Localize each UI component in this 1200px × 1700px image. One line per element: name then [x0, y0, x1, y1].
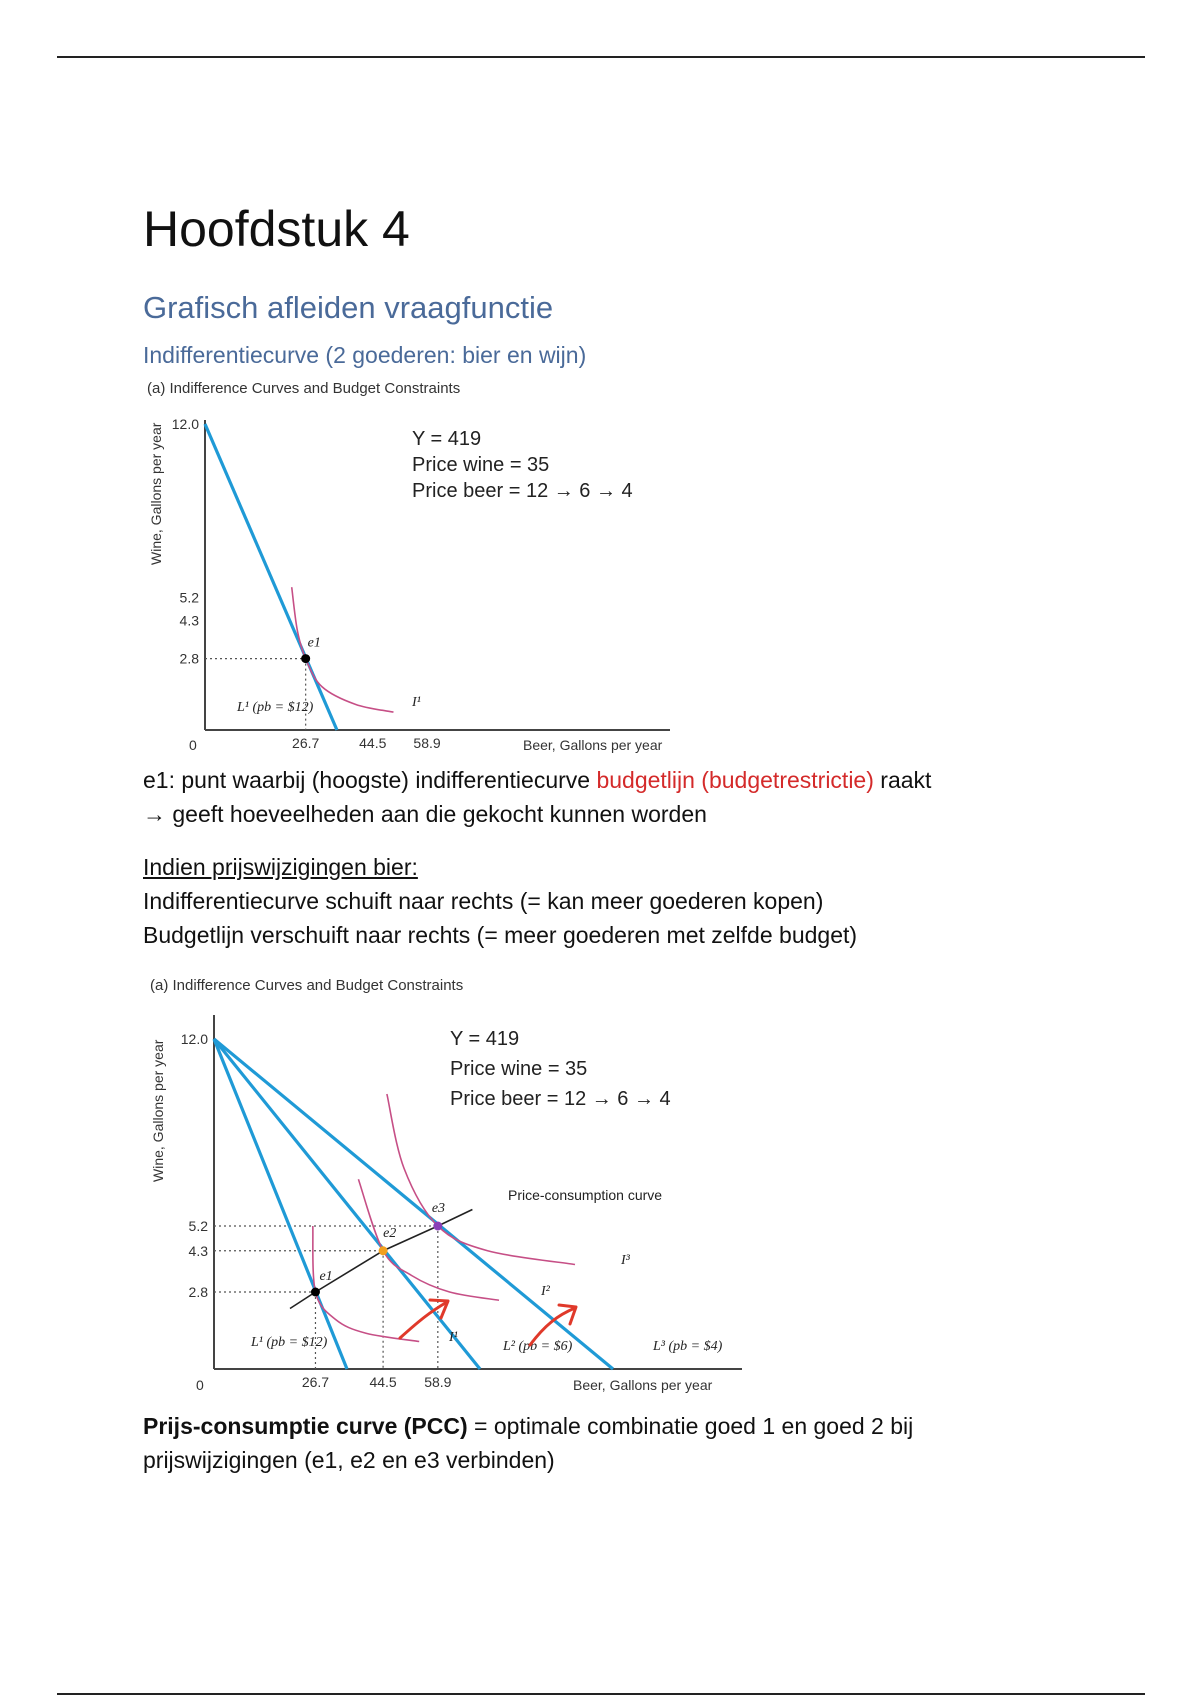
y-tick-label: 2.8 [179, 650, 199, 667]
page-title: Hoofdstuk 4 [143, 201, 410, 257]
point-label-e1: e1 [307, 635, 321, 651]
figure-2-note-income: Y = 419 [450, 1028, 520, 1050]
paragraph-pcc-text: = optimale combinatie goed 1 en goed 2 bij [467, 1413, 914, 1439]
indifference-curve-label: I³ [621, 1253, 630, 1268]
y-tick-label: 2.8 [188, 1284, 208, 1300]
figure-2-note-price-wine: Price wine = 35 [450, 1058, 588, 1080]
figure-2-title: (a) Indifference Curves and Budget Constraints [150, 977, 464, 994]
figure-2-x-axis-label: Beer, Gallons per year [573, 1377, 713, 1393]
paragraph-pcc-term: Prijs-consumptie curve (PCC) [143, 1413, 468, 1439]
indifference-curve [387, 1094, 575, 1265]
equilibrium-point [433, 1222, 442, 1231]
paragraph-price-change-title: Indien prijswijzigingen bier: [143, 854, 418, 880]
x-tick-label: 26.7 [301, 1374, 330, 1390]
figure-1-x-axis-label: Beer, Gallons per year [523, 737, 663, 753]
figure-2-y-axis-label: Wine, Gallons per year [150, 1039, 166, 1182]
indifference-curve-label: I² [541, 1284, 550, 1299]
budget-line-label: L¹ (pb = $12) [237, 700, 314, 715]
point-label-e1: e1 [319, 1269, 333, 1284]
paragraph-e1-text-b: raakt [873, 767, 932, 793]
equilibrium-point [379, 1246, 388, 1255]
y-tick-label: 4.3 [188, 1242, 208, 1259]
x-tick-label: 44.5 [359, 735, 387, 751]
subsection-heading: Indifferentiecurve (2 goederen: bier en wijn) [143, 342, 587, 368]
paragraph-e1-budget-term: budgetlijn (budgetrestrictie) [596, 767, 874, 793]
x-tick-label: 44.5 [369, 1374, 397, 1390]
budget-line-label: L³ (pb = $4) [653, 1339, 723, 1354]
pcc-label: Price-consumption curve [508, 1187, 663, 1203]
figure-1-y-axis-label: Wine, Gallons per year [148, 422, 164, 565]
x-tick-label: 58.9 [424, 1374, 452, 1390]
point-label-e2: e2 [383, 1225, 397, 1241]
figure-1-note-price-beer: Price beer = 12 → 6 → 4 [412, 480, 633, 502]
y-tick-label: 4.3 [179, 612, 199, 629]
indifference-curve-label: I¹ [449, 1330, 458, 1345]
section-heading: Grafisch afleiden vraagfunctie [143, 290, 554, 325]
indifference-curve [358, 1179, 499, 1300]
budget-line [214, 1039, 347, 1369]
x-tick-label: 26.7 [292, 735, 320, 751]
y-tick-label: 5.2 [179, 589, 199, 606]
budget-line-label: L¹ (pb = $12) [251, 1335, 328, 1350]
figure-2-note-price-beer: Price beer = 12 → 6 → 4 [450, 1088, 671, 1110]
y-tick-label: 12.0 [171, 416, 199, 432]
point-label-e3: e3 [431, 1201, 446, 1216]
indifference-curve-label: I¹ [412, 695, 421, 710]
equilibrium-point [311, 1288, 320, 1297]
y-tick-label: 5.2 [188, 1218, 208, 1234]
figure-1-origin-label: 0 [189, 737, 197, 753]
figure-1-note-income: Y = 419 [412, 428, 482, 450]
paragraph-pcc [143, 1409, 1143, 1477]
figure-1-note-price-wine: Price wine = 35 [412, 454, 550, 476]
paragraph-pcc-line2: prijswijzigingen (e1, e2 en e3 verbinden) [143, 1447, 555, 1473]
figure-2-origin-label: 0 [196, 1377, 204, 1393]
paragraph-price-change-line1: Indifferentiecurve schuift naar rechts (= kan meer goederen kopen) [143, 888, 824, 914]
budget-line-label: L² (pb = $6) [503, 1339, 573, 1354]
paragraph-price-change-line2: Budgetlijn verschuift naar rechts (= meer goederen met zelfde budget) [143, 922, 858, 948]
figure-1-title: (a) Indifference Curves and Budget Constraints [147, 380, 461, 397]
x-tick-label: 58.9 [413, 735, 441, 751]
y-tick-label: 12.0 [180, 1031, 208, 1047]
paragraph-e1-text-a: e1: punt waarbij (hoogste) indifferentiecurve [143, 767, 597, 793]
paragraph-e1-line2: → geeft hoeveelheden aan die gekocht kunnen worden [143, 801, 707, 827]
